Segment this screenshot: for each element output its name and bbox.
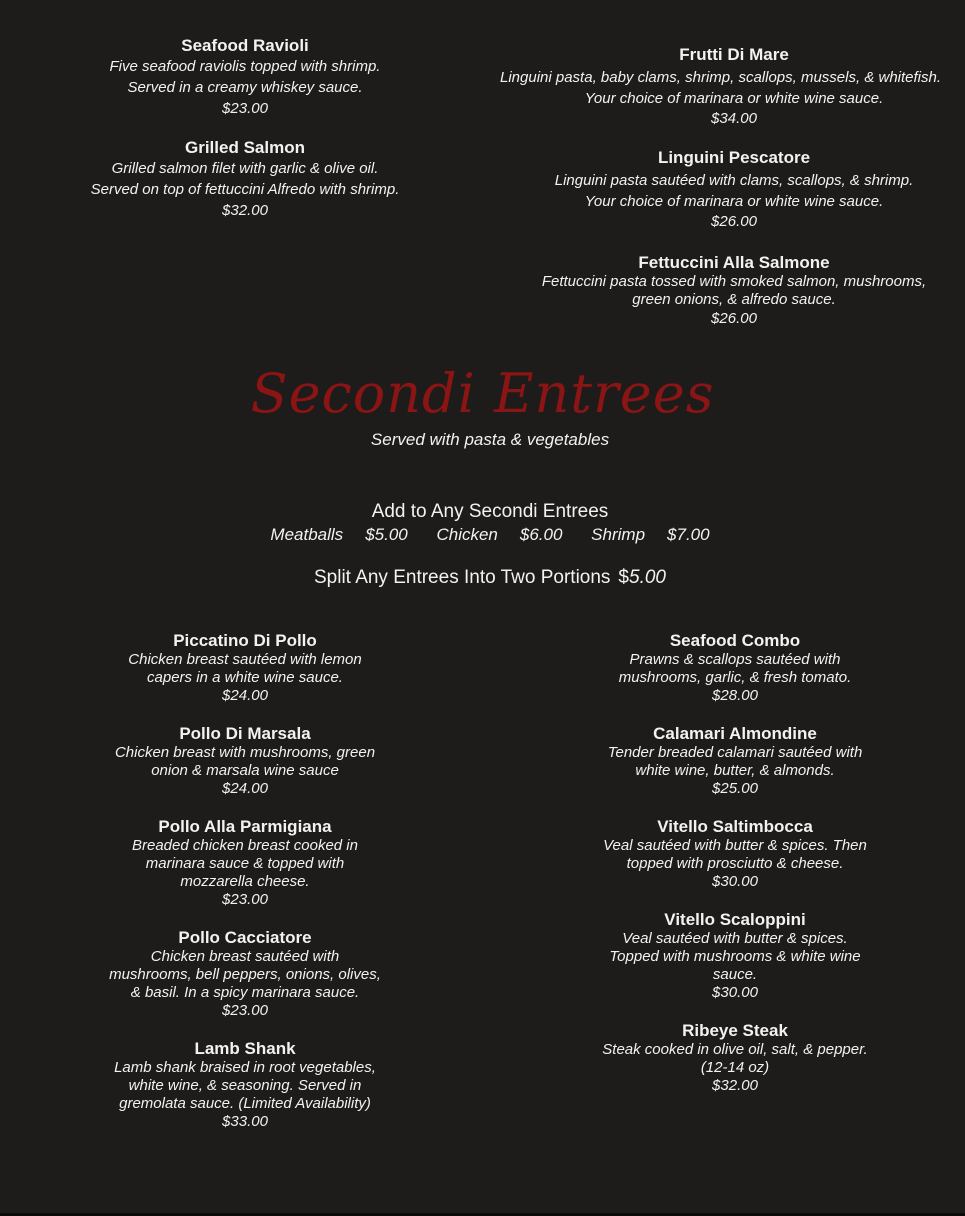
menu-item-desc: Prawns & scallops sautéed with	[629, 651, 841, 668]
section-subtitle: Served with pasta & vegetables	[370, 430, 610, 449]
menu-item	[498, 253, 965, 329]
addons-list	[0, 525, 965, 545]
menu-item-price: $32.00	[712, 1077, 758, 1094]
menu-item	[95, 1039, 395, 1131]
menu-item-desc: Chicken breast sautéed with lemon	[128, 651, 362, 668]
top-left-menu-column	[70, 36, 420, 221]
menu-item-name: Seafood Combo	[669, 631, 801, 650]
menu-item	[95, 928, 395, 1020]
menu-item-price: $25.00	[712, 780, 758, 797]
menu-item-desc: Lamb shank braised in root vegetables,	[114, 1059, 376, 1076]
menu-item-desc: Fettuccini pasta tossed with smoked salmon, mushrooms,	[541, 273, 927, 290]
menu-item-name: Seafood Ravioli	[181, 36, 309, 55]
menu-item	[95, 631, 395, 705]
addon-name: Meatballs	[270, 525, 344, 544]
addon-price: $7.00	[667, 525, 710, 544]
addon-name: Chicken	[436, 525, 498, 544]
addon-name: Shrimp	[591, 525, 646, 544]
bottom-right-menu-column	[585, 631, 885, 1095]
addon-item	[591, 525, 709, 545]
menu-item	[585, 724, 885, 798]
menu-item-desc: gremolata sauce. (Limited Availability)	[119, 1095, 371, 1112]
menu-item-desc: Topped with mushrooms & white wine	[609, 948, 861, 965]
split-label: Split Any Entrees Into Two Portions	[314, 567, 611, 588]
menu-item-desc: Linguini pasta, baby clams, shrimp, scallops, mussels, & whitefish.	[500, 69, 942, 86]
menu-item-desc: onion & marsala wine sauce	[151, 762, 339, 779]
menu-item-desc: Chicken breast sautéed with	[150, 948, 340, 965]
addon-price: $5.00	[365, 525, 408, 544]
menu-item-price: $23.00	[222, 1002, 268, 1019]
menu-item	[498, 45, 965, 129]
menu-item-price: $30.00	[712, 873, 758, 890]
section-title: Secondi Entrees	[250, 362, 715, 425]
menu-item-price: $34.00	[711, 110, 757, 127]
menu-item	[585, 1021, 885, 1095]
menu-item	[70, 138, 420, 221]
menu-item-price: $23.00	[222, 891, 268, 908]
menu-item-desc: Veal sautéed with butter & spices.	[622, 930, 848, 947]
menu-item-desc: Five seafood raviolis topped with shrimp.	[109, 58, 381, 75]
menu-item	[585, 817, 885, 891]
menu-item	[498, 148, 965, 232]
menu-item-desc: Served in a creamy whiskey sauce.	[127, 79, 363, 96]
menu-item-name: Vitello Saltimbocca	[657, 817, 813, 836]
addon-item	[436, 525, 562, 545]
menu-item-price: $33.00	[222, 1113, 268, 1130]
menu-item-desc: Steak cooked in olive oil, salt, & pepper.	[602, 1041, 868, 1058]
menu-item-name: Calamari Almondine	[653, 724, 817, 743]
menu-item-price: $26.00	[711, 310, 757, 327]
menu-item-name: Lamb Shank	[194, 1039, 296, 1058]
menu-item-desc: capers in a white wine sauce.	[147, 669, 343, 686]
menu-item	[95, 817, 395, 909]
menu-item-desc: Your choice of marinara or white wine sauce.	[584, 90, 884, 107]
addons-title: Add to Any Secondi Entrees	[371, 501, 609, 522]
split-price-value: 5.00	[629, 567, 666, 588]
menu-item-desc: Grilled salmon filet with garlic & olive oil.	[111, 160, 379, 177]
menu-item-desc: (12-14 oz)	[700, 1059, 770, 1076]
menu-item	[585, 910, 885, 1002]
menu-item-name: Pollo Alla Parmigiana	[158, 817, 332, 836]
menu-item	[95, 724, 395, 798]
bottom-left-menu-column	[95, 631, 395, 1131]
menu-item-price: $24.00	[222, 780, 268, 797]
menu-item-desc: sauce.	[712, 966, 758, 983]
menu-item-desc: marinara sauce & topped with	[145, 855, 345, 872]
menu-item-price: $30.00	[712, 984, 758, 1001]
addon-price: $6.00	[519, 525, 563, 544]
split-entree-note	[0, 567, 965, 589]
menu-item-name: Pollo Cacciatore	[178, 928, 312, 947]
menu-item-desc: Veal sautéed with butter & spices. Then	[603, 837, 867, 854]
menu-item-price: $24.00	[222, 687, 268, 704]
menu-item-price: $26.00	[711, 213, 757, 230]
menu-item-price: $28.00	[712, 687, 758, 704]
menu-item-desc: white wine, & seasoning. Served in	[128, 1077, 362, 1094]
menu-item-name: Vitello Scaloppini	[664, 910, 806, 929]
menu-item	[70, 36, 420, 119]
menu-item-name: Grilled Salmon	[185, 138, 305, 157]
menu-item-name: Frutti Di Mare	[679, 45, 789, 64]
split-price-symbol: $	[618, 567, 629, 588]
menu-item-name: Pollo Di Marsala	[179, 724, 311, 743]
menu-item-desc: mushrooms, bell peppers, onions, olives,	[109, 966, 381, 983]
top-right-menu-column	[498, 45, 965, 329]
menu-item-price: $23.00	[222, 100, 268, 117]
menu-item-desc: Chicken breast with mushrooms, green	[114, 744, 376, 761]
menu-item-desc: Breaded chicken breast cooked in	[132, 837, 358, 854]
menu-item-desc: topped with prosciutto & cheese.	[626, 855, 844, 872]
menu-item-desc: mushrooms, garlic, & fresh tomato.	[618, 669, 852, 686]
menu-item-desc: Served on top of fettuccini Alfredo with shrimp.	[90, 181, 400, 198]
menu-item-desc: & basil. In a spicy marinara sauce.	[130, 984, 360, 1001]
menu-item	[585, 631, 885, 705]
menu-item-desc: Tender breaded calamari sautéed with	[607, 744, 863, 761]
menu-item-price: $32.00	[222, 202, 268, 219]
split-price	[618, 567, 666, 588]
menu-item-desc: green onions, & alfredo sauce.	[632, 291, 836, 308]
menu-item-desc: mozzarella cheese.	[180, 873, 310, 890]
menu-item-name: Linguini Pescatore	[657, 148, 811, 167]
menu-item-name: Piccatino Di Pollo	[173, 631, 317, 650]
menu-item-desc: Your choice of marinara or white wine sauce.	[584, 193, 884, 210]
menu-item-desc: white wine, butter, & almonds.	[635, 762, 835, 779]
menu-item-desc: Linguini pasta sautéed with clams, scallops, & shrimp.	[554, 172, 914, 189]
menu-item-name: Fettuccini Alla Salmone	[638, 253, 830, 272]
addon-item	[270, 525, 407, 545]
menu-item-name: Ribeye Steak	[682, 1021, 788, 1040]
